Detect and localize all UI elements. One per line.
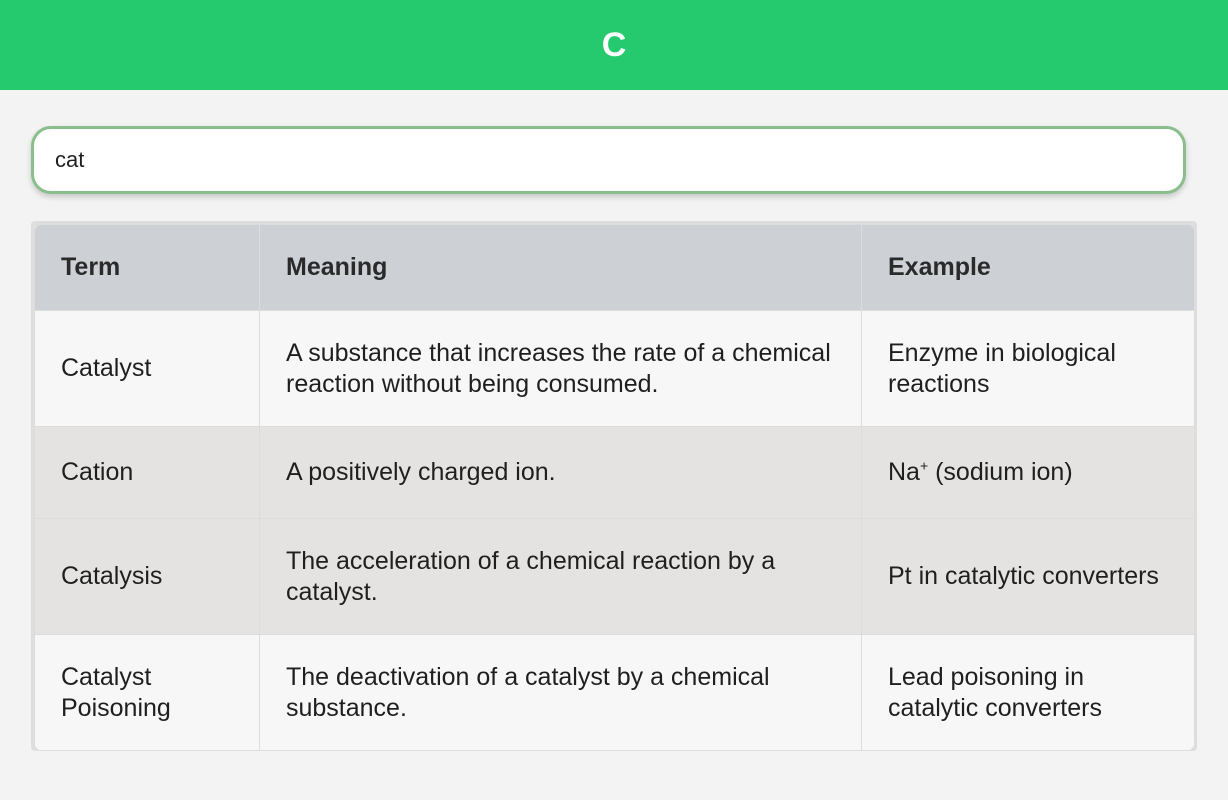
column-header-example: Example — [862, 225, 1195, 311]
search-container — [31, 126, 1186, 194]
cell-term: Catalysis — [35, 519, 260, 635]
cell-meaning: The acceleration of a chemical reaction by a catalyst. — [260, 519, 862, 635]
cell-example: Enzyme in biological reactions — [862, 311, 1195, 427]
cell-meaning: A substance that increases the rate of a chemical reaction without being consumed. — [260, 311, 862, 427]
cell-meaning: The deactivation of a catalyst by a chemical substance. — [260, 635, 862, 751]
app-header — [0, 0, 1228, 90]
cell-meaning: A positively charged ion. — [260, 427, 862, 519]
table-header-row — [35, 225, 1195, 311]
results-table-container — [31, 221, 1197, 751]
table-row — [35, 311, 1195, 427]
page-title: C — [601, 26, 627, 64]
cell-term: Catalyst — [35, 311, 260, 427]
results-table — [34, 224, 1195, 751]
example-description: (sodium ion) — [928, 458, 1073, 486]
cell-example — [862, 427, 1195, 519]
table-row — [35, 427, 1195, 519]
example-charge: + — [919, 457, 929, 474]
example-formula: Na — [888, 458, 920, 486]
column-header-meaning: Meaning — [260, 225, 862, 311]
cell-example: Pt in catalytic converters — [862, 519, 1195, 635]
table-row — [35, 635, 1195, 751]
search-input[interactable] — [31, 126, 1186, 194]
cell-term: Catalyst Poisoning — [35, 635, 260, 751]
cell-term: Cation — [35, 427, 260, 519]
column-header-term: Term — [35, 225, 260, 311]
table-row — [35, 519, 1195, 635]
cell-example: Lead poisoning in catalytic converters — [862, 635, 1195, 751]
